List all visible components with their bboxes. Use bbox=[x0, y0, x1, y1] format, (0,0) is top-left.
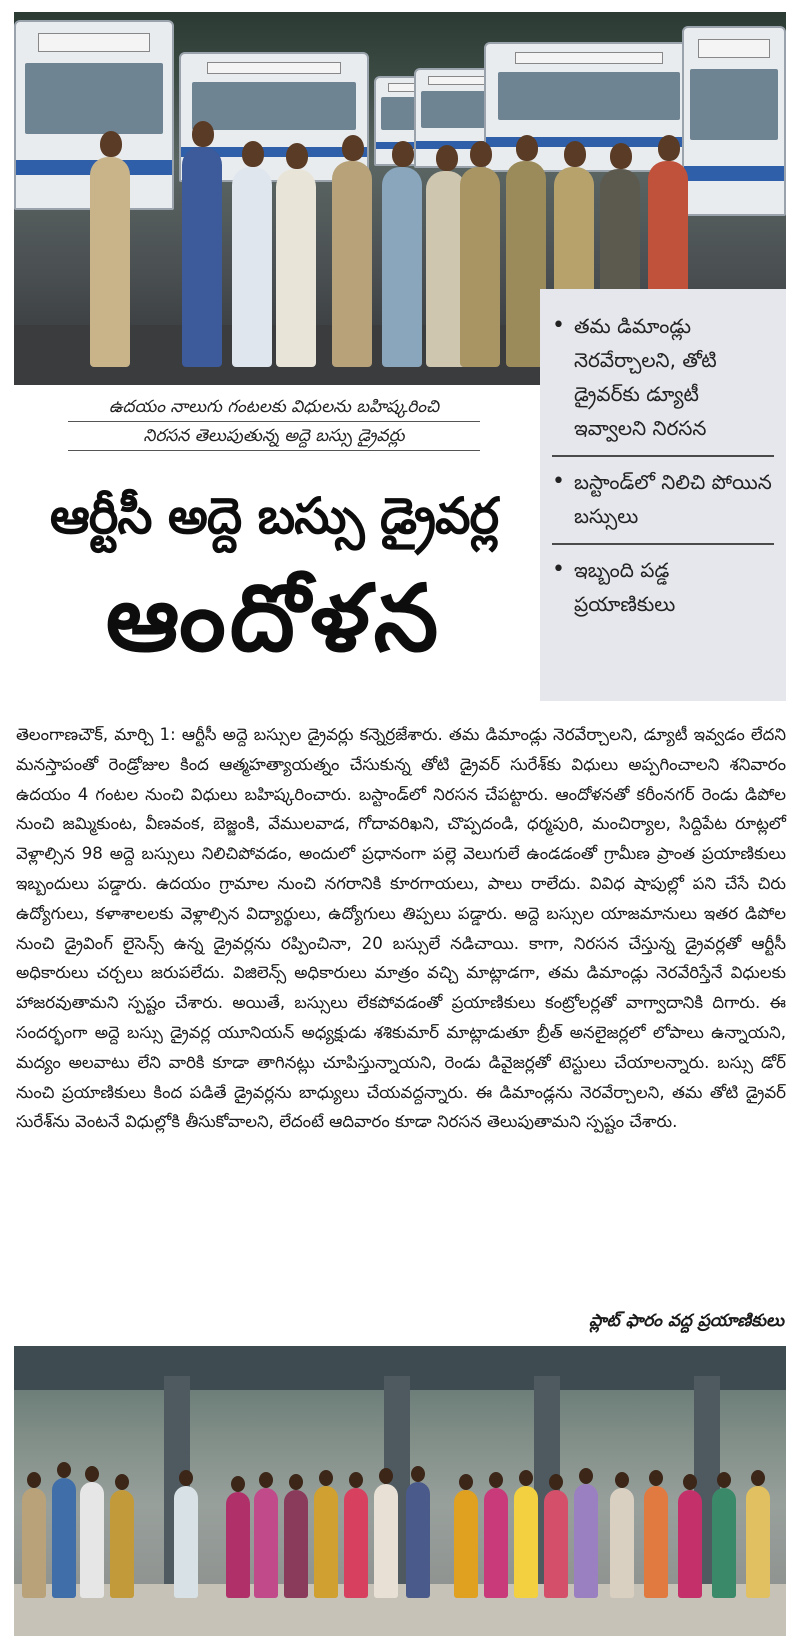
passenger bbox=[712, 1488, 736, 1598]
driver bbox=[382, 167, 422, 367]
passenger bbox=[174, 1486, 198, 1598]
passenger bbox=[544, 1490, 568, 1598]
passenger bbox=[110, 1490, 134, 1598]
passenger bbox=[226, 1492, 250, 1598]
bullet-icon: • bbox=[552, 313, 565, 338]
driver bbox=[460, 167, 500, 367]
highlight-item bbox=[552, 301, 774, 457]
driver bbox=[232, 167, 272, 367]
passenger bbox=[574, 1484, 598, 1598]
passenger bbox=[80, 1482, 104, 1598]
driver bbox=[276, 169, 316, 367]
passenger bbox=[610, 1488, 634, 1598]
bus bbox=[682, 26, 786, 216]
highlight-text: బస్టాండ్‌లో నిలిచి పోయిన బస్సులు bbox=[574, 470, 772, 528]
highlight-item bbox=[552, 545, 774, 631]
passenger bbox=[52, 1478, 76, 1598]
passenger bbox=[22, 1488, 46, 1598]
passenger bbox=[406, 1482, 430, 1598]
driver bbox=[182, 147, 222, 367]
passenger bbox=[678, 1490, 702, 1598]
passenger bbox=[344, 1488, 368, 1598]
passenger bbox=[454, 1490, 478, 1598]
highlight-item bbox=[552, 457, 774, 545]
passenger bbox=[254, 1488, 278, 1598]
bullet-icon: • bbox=[552, 557, 565, 582]
caption-line: నిరసన తెలుపుతున్న అద్దె బస్సు డ్రైవర్లు bbox=[68, 422, 480, 451]
passenger bbox=[284, 1490, 308, 1598]
driver bbox=[332, 161, 372, 367]
passenger bbox=[314, 1486, 338, 1598]
passenger bbox=[374, 1484, 398, 1598]
headline bbox=[14, 473, 534, 679]
passenger bbox=[746, 1486, 770, 1598]
bottom-photo-passengers bbox=[14, 1346, 786, 1636]
bullet-icon: • bbox=[552, 469, 565, 494]
passenger bbox=[484, 1488, 508, 1598]
headline-line1: ఆర్టీసీ అద్దె బస్సు డ్రైవర్ల bbox=[49, 487, 499, 545]
highlight-text: తమ డిమాండ్లు నెరవేర్చాలని, తోటి డ్రైవర్‌కు డ్యూటీ ఇవ్వాలని నిరసన bbox=[574, 314, 717, 440]
driver bbox=[90, 157, 130, 367]
article-body: తెలంగాణచౌక్, మార్చి 1: ఆర్టీసీ అద్దె బస్సుల డ్రైవర్లు కన్నెర్రజేశారు. తమ డిమాండ్లు నెరవేర్చాలని, డ్యూటీ ఇవ్వడం లేదని మనస్తాపంతో రెండ్రోజుల కింద ఆత్మహత్యాయత్నం చేసుకున్న తోటి డ్రైవర్ సురేశ్‌కు విధులు అప్పగించాలని శనివారం ఉదయం 4 గంటల నుంచి విధులు బహిష్కరించారు. బస్టాండ్‌లో నిరసన చేపట్టారు. ఆందోళనతో కరీంనగర్ రెండు డిపోల నుంచి జమ్మికుంట, వీణవంక, బెజ్జంకి, వేములవాడ, గోదావరిఖని, చొప్పదండి, ధర్మపురి, మంచిర్యాల, సిద్దిపేట రూట్లలో వెళ్లాల్సిన 98 అద్దె బస్సులు నిలిచిపోవడం, అందులో ప్రధానంగా పల్లె వెలుగులే ఉండడంతో గ్రామీణ ప్రాంత ప్రయాణికులు ఇబ్బందులు పడ్డారు. ఉదయం గ్రామాల నుంచి నగరానికి కూరగాయలు, పాలు రాలేదు. వివిధ షాపుల్లో పని చేసే చిరు ఉద్యోగులు, కళాశాలలకు వెళ్లాల్సిన విద్యార్థులు, ఉద్యోగులు తిప్పలు పడ్డారు. అద్దె బస్సుల యాజమానులు ఇతర డిపోల నుంచి డ్రైవింగ్ లైసెన్స్ ఉన్న డ్రైవర్లను రప్పించినా, 20 బస్సులే నడిచాయి. కాగా, నిరసన చేస్తున్న డ్రైవర్లతో ఆర్టీసీ అధికారులు చర్చలు జరుపలేదు. విజిలెన్స్ అధికారులు మాత్రం వచ్చి మాట్లాడగా, తమ డిమాండ్లు నెరవేరిస్తేనే విధులకు హాజరవుతామని స్పష్టం చేశారు. అయితే, బస్సులు లేకపోవడంతో ప్రయాణికులు కంట్రోలర్లతో వాగ్వాదానికి దిగారు. ఈ సందర్భంగా అద్దె బస్సు డ్రైవర్ల యూనియన్ అధ్యక్షుడు శశికుమార్ మాట్లాడుతూ బ్రీత్ అనలైజర్లలో లోపాలు ఉన్నాయని, మద్యం అలవాటు లేని వారికి కూడా తాగినట్లు చూపిస్తున్నాయని, రెండు డివైజర్లతో టెస్టులు చేయాలన్నారు. బస్సు డోర్ నుంచి ప్రయాణికులు కింద పడితే డ్రైవర్లను బాధ్యులు చేయవద్దన్నారు. ఈ డిమాండ్లను నెరవేర్చాలని, తమ తోటి డ్రైవర్ సురేశ్‌ను వెంటనే విధుల్లోకి తీసుకోవాలని, లేదంటే ఆదివారం కూడా నిరసన తెలుపుతామని స్పష్టం చేశారు. bbox=[16, 725, 786, 1132]
passenger bbox=[644, 1486, 668, 1598]
passenger bbox=[514, 1486, 538, 1598]
highlight-text: ఇబ్బంది పడ్డ ప్రయాణికులు bbox=[574, 558, 676, 616]
highlights-box bbox=[540, 289, 786, 701]
bottom-photo-credit: ప్లాట్ ఫారం వద్ద ప్రయాణికులు bbox=[589, 1311, 784, 1331]
caption-line: ఉదయం నాలుగు గంటలకు విధులను బహిష్కరించి bbox=[68, 393, 480, 422]
headline-line2: ఆందోళన bbox=[105, 565, 443, 672]
photo-caption bbox=[14, 393, 534, 451]
